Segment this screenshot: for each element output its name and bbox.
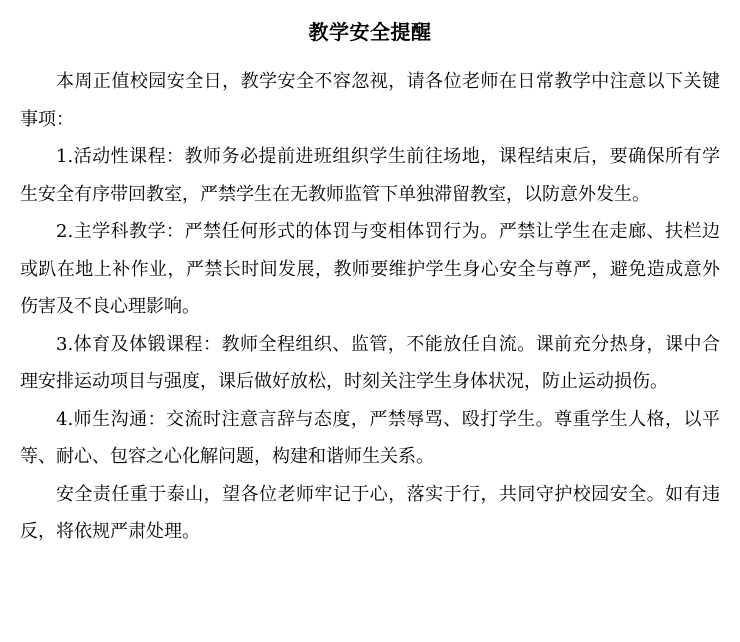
document	[20, 0, 720, 551]
item-main-subjects: 2.主学科教学：严禁任何形式的体罚与变相体罚行为。严禁让学生在走廊、扶栏边或趴在地上补作业，严禁长时间发展，教师要维护学生身心安全与尊严，避免造成意外伤害及不良心理影响。	[20, 221, 720, 317]
intro-paragraph: 本周正值校园安全日，教学安全不容忽视，请各位老师在日常教学中注意以下关键事项：	[20, 71, 720, 130]
document-title: 教学安全提醒	[308, 20, 432, 44]
item-pe-courses: 3.体育及体锻课程：教师全程组织、监管，不能放任自流。课前充分热身，课中合理安排运动项目与强度，课后做好放松，时刻关注学生身体状况，防止运动损伤。	[20, 333, 720, 392]
closing-paragraph: 安全责任重于泰山，望各位老师牢记于心，落实于行，共同守护校园安全。如有违反，将依规严肃处理。	[20, 483, 720, 542]
item-activity-courses: 1.活动性课程：教师务必提前进班组织学生前往场地，课程结束后，要确保所有学生安全有序带回教室，严禁学生在无教师监管下单独滞留教室，以防意外发生。	[20, 146, 720, 205]
item-teacher-student-communication: 4.师生沟通：交流时注意言辞与态度，严禁辱骂、殴打学生。尊重学生人格，以平等、耐心、包容之心化解问题，构建和谐师生关系。	[20, 408, 720, 467]
